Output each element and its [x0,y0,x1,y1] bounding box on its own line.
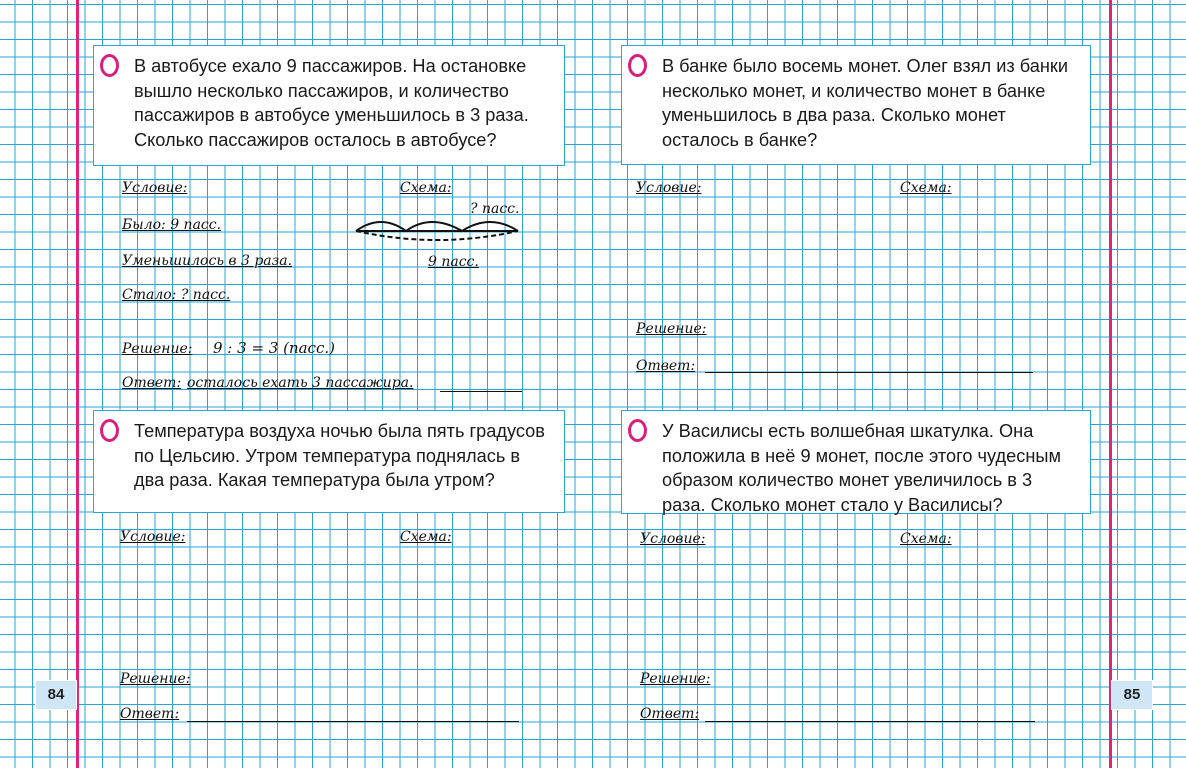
solution-label: Решение: [120,671,191,687]
solution-label: Решение: [122,341,193,357]
right-margin-line [1109,0,1112,768]
scheme-bottom-label: 9 пасс. [428,254,479,270]
circle-marker-icon [100,419,119,442]
answer-text: осталось ехать 3 пассажира. [187,375,414,391]
condition-label: Условие: [640,531,706,547]
page-number-left: 84 [35,680,77,710]
circle-marker-icon [100,54,119,77]
answer-label: Ответ: [122,375,182,391]
scheme-arc-3 [462,222,518,231]
scheme-total-arc [356,231,518,240]
solution-label: Решение: [636,321,707,337]
answer-line [705,721,1035,722]
scheme-label: Схема: [900,180,952,196]
answer-label: Ответ: [120,706,180,722]
answer-label: Ответ: [640,706,700,722]
answer-label: Ответ: [636,358,696,374]
condition-label: Условие: [636,180,702,196]
scheme-arc-1 [356,222,406,231]
scheme-label: Схема: [400,180,452,196]
problem-4-box [621,410,1091,514]
problem-3-box [93,410,565,513]
scheme-diagram [350,215,525,247]
circle-marker-icon [628,419,647,442]
problem-1-box [93,45,565,166]
scheme-label: Схема: [900,531,952,547]
condition-line-3: Стало: ? пасс. [122,287,231,303]
circle-marker-icon [628,54,647,77]
problem-3-text: Температура воздуха ночью была пять градусов по Цельсию. Утром температура поднялась в два раза. Какая температура была утром? [134,421,545,490]
problem-2-text: В банке было восемь монет. Олег взял из банки несколько монет, и количество монет в банке уменьшилось в два раза. Сколько монет осталось в банке? [662,56,1069,150]
problem-4-text: У Василисы есть волшебная шкатулка. Она положила в неё 9 монет, после этого чудесным образом количество монет увеличилось в 3 раза. Сколько монет стало у Василисы? [662,421,1061,515]
solution-label: Решение: [640,671,711,687]
scheme-top-label: ? пасс. [470,201,520,217]
scheme-arc-2 [406,222,462,231]
condition-label: Условие: [122,180,188,196]
problem-1-text: В автобусе ехало 9 пассажиров. На остановке вышло несколько пассажиров, и количество пассажиров в автобусе уменьшилось в 3 раза. Сколько пассажиров осталось в автобусе? [134,56,529,150]
problem-2-box [621,45,1091,165]
solution-text: 9 : 3 = 3 (пасс.) [213,339,335,357]
left-margin-line [76,0,79,768]
answer-line [705,372,1033,373]
condition-line-2: Уменьшилось в 3 раза. [122,253,293,269]
page-number-right: 85 [1111,680,1153,710]
condition-line-1: Было: 9 пасс. [122,217,222,233]
answer-line [440,391,522,392]
scheme-label: Схема: [400,529,452,545]
answer-line [187,721,519,722]
condition-label: Условие: [120,529,186,545]
